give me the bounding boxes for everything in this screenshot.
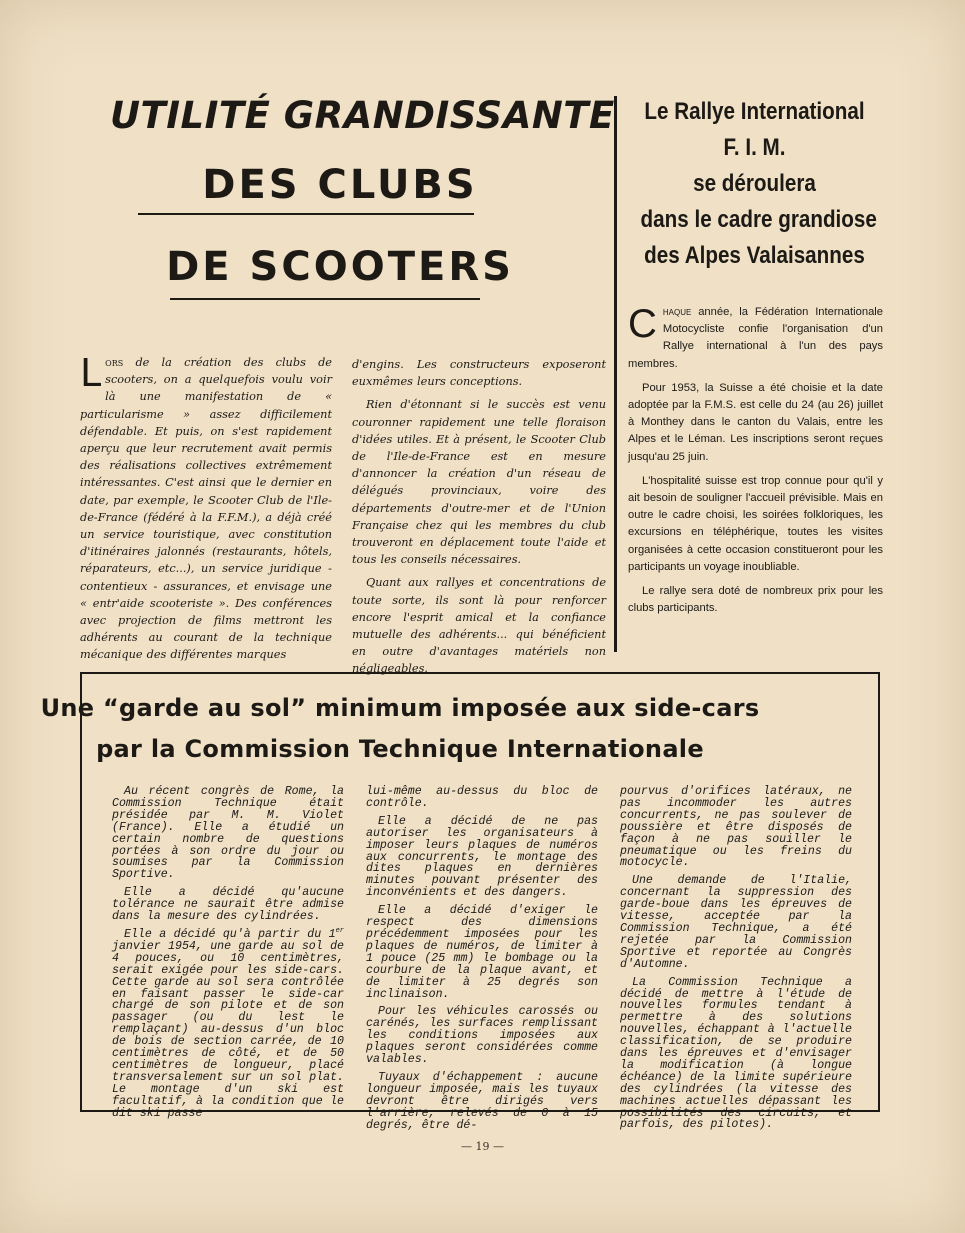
- sidecar-paragraph: [112, 929, 344, 1120]
- lead-word: haque: [662, 306, 692, 318]
- scooter-article-column-1: [80, 351, 332, 670]
- sidecar-paragraph: Pour les véhicules carossés ou carénés, les surfaces remplissant les conditions imposées aux plaques seront considérées comme valables.: [366, 1005, 598, 1067]
- scooter-article-column-2: [352, 356, 606, 684]
- headline-line-1: UTILITÉ GRANDISSANTE: [110, 94, 615, 137]
- headline-line-2: DES CLUBS: [202, 162, 478, 208]
- sidecar-column-1: [112, 786, 344, 1125]
- lead-word: ors: [105, 356, 124, 369]
- drop-cap: C: [628, 302, 657, 346]
- drop-cap: L: [80, 351, 102, 395]
- paragraph-text: année, la Fédération Internationale Motocycliste confie l'organisation d'un Rallye international à l'un des pays membres.: [628, 306, 883, 370]
- column-divider: [614, 96, 617, 652]
- rallye-paragraph: Pour 1953, la Suisse a été choisie et la date adoptée par la F.M.S. est celle du 24 (au 26) juillet à Monthey dans le canton du Valais, entre les Alpes et le Léman. Les inscriptions seront reçues jusqu'au 25 juin.: [628, 381, 883, 463]
- superscript: er: [335, 927, 344, 936]
- scooter-article-paragraph: d'engins. Les constructeurs exposeront euxmêmes leurs conceptions.: [352, 358, 606, 389]
- paragraph-text: de la création des clubs de scooters, on a quelquefois voulu voir là une manifestation de « particularisme » assez difficilement défendable. Et puis, on s'est rapidement aperçu que leur recrutement avait permis des réalisations collectives extrêmement intéressantes. C'est ainsi que le dernier en date, par exemple, le Scooter Club de l'Ile-de-France (fédéré à la F.F.M.), a déjà créé un service touristique, avec constitution d'itinéraires jalonnés (restaurants, hôtels, réparateurs, etc...), un service juridique - contentieux - assurances, et envisage une « entr'aide scooteriste ». Des conférences avec projection de films mettront les adhérents au courant de la technique mécanique des différentes marques: [80, 356, 332, 662]
- headline-rule-top: [138, 213, 474, 215]
- sidecar-column-2: [366, 786, 598, 1137]
- sidecar-paragraph: Au récent congrès de Rome, la Commission Technique était présidée par M. M. Violet (France). Elle a étudié un certain nombre de questions portées à son ordre du jour ou soumises par la Commission Sportive.: [112, 785, 344, 882]
- sidecar-paragraph: Tuyaux d'échappement : aucune longueur imposée, mais les tuyaux devront être dirigés vers l'arrière, relevés de 0 à 15 degrés, être dé-: [366, 1070, 598, 1132]
- paragraph-text: Elle a décidé qu'à partir du 1: [124, 927, 336, 941]
- sidecar-paragraph: La Commission Technique a décidé de mettre à l'étude de nouvelles formules tendant à permettre à des solutions nouvelles, échappant à l'actuelle classification, de se produire dans les épreuves et d'envisager la modification (à longue échéance) de la limite supérieure des cylindrées (la vitesse des machines actuelles dépassant les possibilités des circuits, et parfois, des pilotes).: [620, 975, 852, 1132]
- sidecar-paragraph: Une demande de l'Italie, concernant la suppression des garde-boue dans les épreuves de vitesse, acceptée par la Commission Technique, a été rejetée par la Commission Sportive et reportée au Congrès d'Automne.: [620, 874, 852, 971]
- sidecar-column-3: [620, 786, 852, 1137]
- headline-rule-bottom: [170, 298, 480, 300]
- page-number: — 19 —: [461, 1140, 504, 1153]
- sidecar-paragraph: Elle a décidé qu'aucune tolérance ne saurait être admise dans la mesure des cylindrées.: [112, 886, 344, 924]
- rallye-paragraph: L'hospitalité suisse est trop connue pour qu'il y ait besoin de souligner l'accueil prévisible. Mais en outre le cadre choisi, les soirées folkloriques, les excursions en téléphérique, toutes les visites organisées à cette occasion constitueront pour les participants un voyage inoubliable.: [628, 474, 883, 573]
- rallye-paragraph: [628, 304, 883, 373]
- sidecar-title-line-2: par la Commission Technique Internationale: [96, 735, 704, 763]
- rallye-headline-line: F. I. M.: [723, 134, 786, 161]
- rallye-paragraph: Le rallye sera doté de nombreux prix pour les clubs participants.: [628, 585, 883, 615]
- sidecar-paragraph: lui-même au-dessus du bloc de contrôle.: [366, 785, 598, 810]
- rallye-headline-line: se déroulera: [693, 170, 816, 197]
- scooter-article-paragraph: Quant aux rallyes et concentrations de toute sorte, ils sont là pour renforcer encore l'esprit amical et la confiance mutuelle des adhérents... qui bénéficient en outre d'avantages matériels non négligeables.: [352, 576, 606, 676]
- sidecar-paragraph: Elle a décidé de ne pas autoriser les organisateurs à imposer leurs plaques de numéros aux concurrents, le montage des dites plaques en dernières minutes pouvant présenter des inconvénients et des dangers.: [366, 814, 598, 900]
- rallye-headline-line: Le Rallye International: [644, 98, 865, 125]
- rallye-headline: [640, 94, 877, 274]
- rallye-headline-line: dans le cadre grandiose: [640, 206, 877, 233]
- paragraph-text: janvier 1954, une garde au sol de 4 pouces, ou 10 centimètres, serait exigée pour les side-cars. Cette garde au sol sera contrôlée en faisant passer le side-car chargé de son pilote et de son passager (ou du lest le remplaçant) au-dessus d'un bloc de bois de section carrée, de 10 centimètres de côté, et de 50 centimètres de longueur, placé transversalement sur un sol plat. Le montage d'un ski est facultatif, à la condition que le dit ski passe: [112, 939, 344, 1120]
- rallye-headline-line: des Alpes Valaisannes: [644, 242, 865, 269]
- scooter-article-paragraph: [80, 351, 332, 664]
- sidecar-paragraph: pourvus d'orifices latéraux, ne pas incommoder les autres concurrents, ne pas soulever de poussière et être disposés de façon à ne pas souiller le pneumatique ou les freins du motocycle.: [620, 785, 852, 870]
- headline-line-3: DE SCOOTERS: [166, 244, 514, 290]
- scooter-article-paragraph: Rien d'étonnant si le succès est venu couronner rapidement une telle floraison d'idées utiles. Et à présent, le Scooter Club de l'Ile-de-France est en mesure d'annoncer la création d'un réseau de délégués provinciaux, voire des départements d'outre-mer et de l'Union Française chez qui les membres du club trouveront en déplacement toute l'aide et tous les conseils nécessaires.: [352, 398, 606, 567]
- sidecar-paragraph: Elle a décidé d'exiger le respect des dimensions précédemment imposées pour les plaques de numéros, de limiter à 1 pouce (25 mm) le bombage ou la courbure de la plaque avant, et de limiter à 25 degrés son inclinaison.: [366, 904, 598, 1001]
- sidecar-title-line-1: Une “garde au sol” minimum imposée aux side-cars: [40, 694, 760, 722]
- rallye-article-body: [628, 304, 883, 624]
